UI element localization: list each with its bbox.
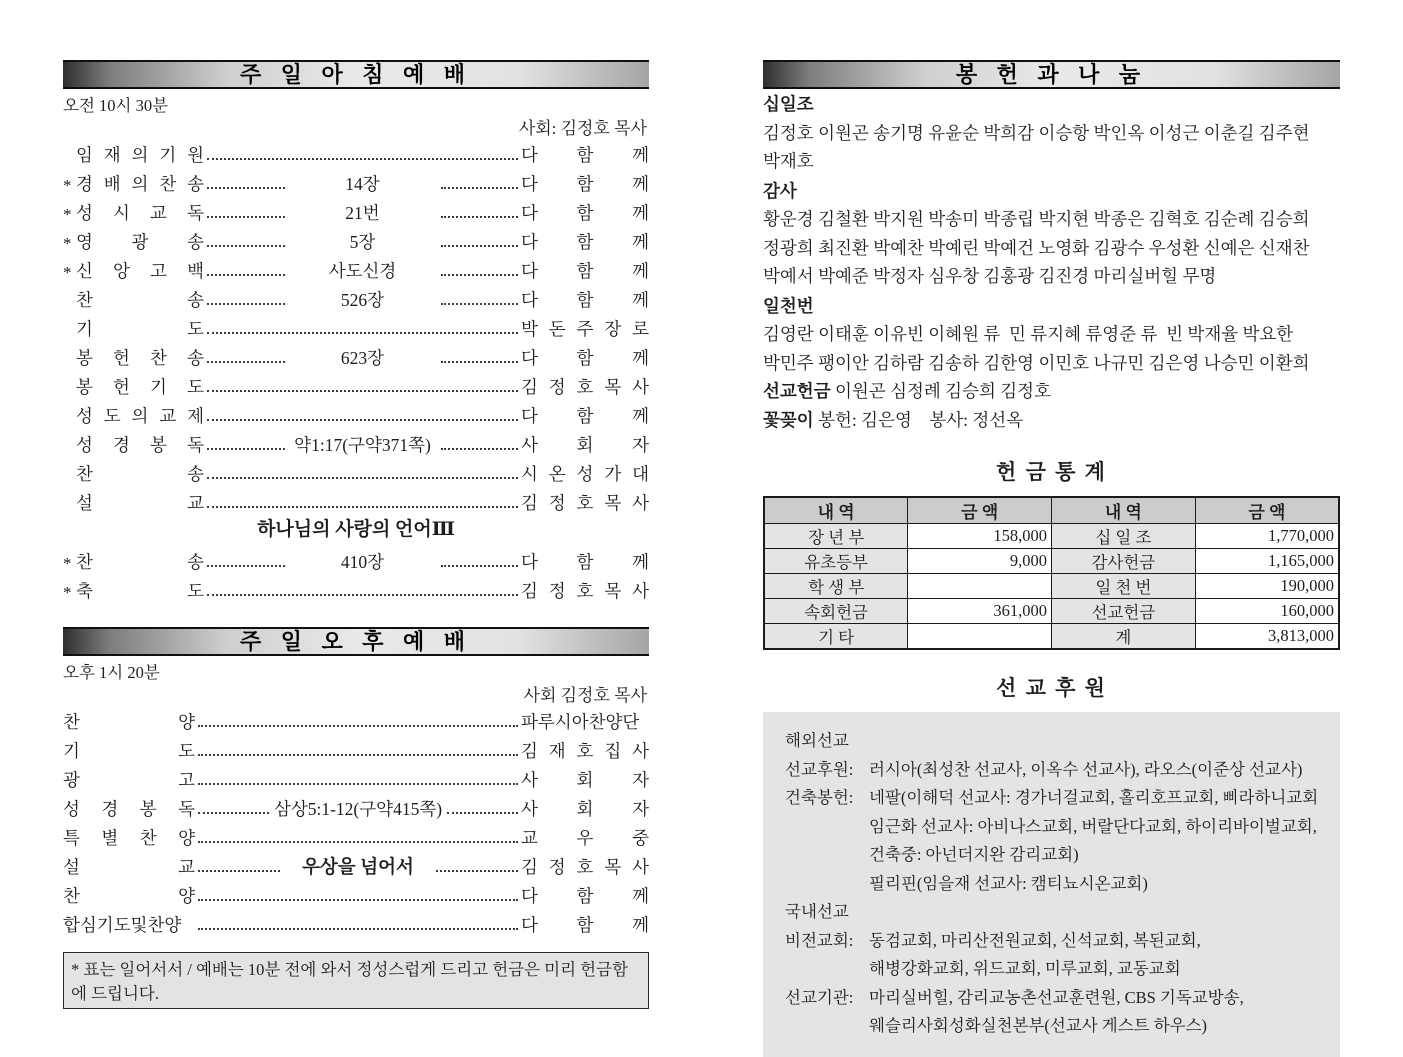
dotted-leader xyxy=(198,841,518,843)
names-line: 정광희 최진환 박예찬 박예린 박예건 노영화 김광수 우성환 신예은 신재찬 xyxy=(763,237,1310,258)
item-performer: 김 정 호 목 사 xyxy=(521,581,649,601)
service-item-row xyxy=(63,225,649,254)
mission-line-text: 웨슬리사회성화실천본부(선교사 게스트 하우스) xyxy=(869,1016,1208,1035)
stats-label-cell: 감사헌금 xyxy=(1052,549,1196,574)
service-item-row xyxy=(63,254,649,283)
thanks-block xyxy=(763,178,1340,291)
stats-header-cell: 내 역 xyxy=(764,497,908,524)
mission-line-label: 선교후원: xyxy=(785,759,854,779)
dotted-leader xyxy=(207,361,285,363)
service-item-row xyxy=(63,428,649,457)
dotted-leader xyxy=(198,899,518,901)
dotted-leader xyxy=(207,158,518,160)
standing-note: * 표는 일어서서 / 예배는 10분 전에 와서 정성스럽게 드리고 헌금은 미리 헌금함에 드립니다. xyxy=(63,952,649,1009)
item-performer: 다 함 께 xyxy=(521,552,649,572)
morning-moderator: 사회: 김정호 목사 xyxy=(518,119,647,138)
mission-line-label: 건축봉헌: xyxy=(785,788,854,807)
stats-amount-cell xyxy=(908,624,1052,650)
dotted-leader xyxy=(441,361,519,363)
item-performer: 김 정 호 목 사 xyxy=(521,493,649,513)
afternoon-service-items-after xyxy=(63,879,649,937)
mission-line-text: 임근화 선교사: 아비나스교회, 버랄단다교회, 하이리바이벌교회, xyxy=(869,816,1317,836)
stats-label-cell: 학 생 부 xyxy=(764,574,908,599)
offering-stats-table xyxy=(763,496,1340,650)
item-performer: 사 회 자 xyxy=(521,799,649,819)
item-value: 삼상5:1-12(구약415쪽) xyxy=(273,799,443,819)
mission-support-title: 선 교 후 원 xyxy=(996,676,1107,700)
stats-title: 헌 금 통 계 xyxy=(996,460,1107,484)
names-line: 황운경 김철환 박지원 박송미 박종립 박지현 박종은 김혁호 김순례 김승희 xyxy=(763,209,1310,229)
dotted-leader xyxy=(207,332,518,334)
item-name: 성 도 의 교 제 xyxy=(76,406,204,426)
mission-line-label xyxy=(785,1012,869,1041)
mission-offering-names: 이원곤 심정례 김승희 김정호 xyxy=(830,381,1051,401)
stats-amount-cell: 160,000 xyxy=(1195,599,1339,624)
service-item-row xyxy=(63,734,649,763)
stats-amount-cell xyxy=(908,574,1052,599)
dotted-leader xyxy=(441,448,519,450)
afternoon-service-time: 오후 1시 20분 xyxy=(63,663,160,682)
item-name: 신 앙 고 백 xyxy=(76,261,204,281)
dotted-leader xyxy=(441,187,519,189)
item-value: 5장 xyxy=(349,232,376,252)
mission-line xyxy=(773,784,1330,813)
service-item-row xyxy=(63,399,649,428)
item-name: 임 재 의 기 원 xyxy=(76,145,204,165)
dotted-leader xyxy=(198,812,269,814)
dotted-leader xyxy=(207,448,285,450)
item-performer: 파루시아찬양단 xyxy=(521,712,640,732)
standing-marker: * xyxy=(63,263,72,282)
service-item-row xyxy=(63,545,649,574)
service-item-row xyxy=(63,763,649,792)
mission-line-text: 러시아(최성찬 선교사, 이옥수 선교사), 라오스(이준상 선교사) xyxy=(869,759,1303,779)
mission-support-box xyxy=(763,712,1340,1057)
dotted-leader xyxy=(207,419,518,421)
afternoon-moderator: 사회 김정호 목사 xyxy=(523,686,647,705)
stats-label-cell: 장 년 부 xyxy=(764,524,908,549)
item-name: 특 별 찬 양 xyxy=(63,828,195,848)
item-performer: 김 정 호 목 사 xyxy=(521,857,649,877)
service-item-row xyxy=(63,370,649,399)
stats-label-cell: 선교헌금 xyxy=(1052,599,1196,624)
item-performer: 박 돈 주 장 로 xyxy=(521,319,649,339)
dotted-leader xyxy=(441,216,519,218)
stats-row xyxy=(764,549,1339,574)
dotted-leader xyxy=(207,565,285,567)
thanks-heading: 감사 xyxy=(763,180,797,201)
stats-label-cell: 기 타 xyxy=(764,624,908,650)
dotted-leader xyxy=(198,870,280,872)
mission-line xyxy=(773,841,1330,870)
mission-line-text: 필리핀(임을재 선교사: 캠티뇨시온교회) xyxy=(869,873,1148,893)
mission-line-text: 마리실버힐, 감리교농촌선교훈련원, CBS 기독교방송, xyxy=(869,987,1244,1007)
stats-row xyxy=(764,599,1339,624)
item-performer: 김 재 호 집 사 xyxy=(521,741,649,761)
stats-header-cell: 금 액 xyxy=(1195,497,1339,524)
offering-section xyxy=(763,60,1340,434)
mission-line-text: 국내선교 xyxy=(785,902,849,921)
service-item-row xyxy=(63,705,649,734)
item-name: 찬 송 xyxy=(76,464,204,484)
mission-line-text: 건축중: 아넌더지완 감리교회) xyxy=(869,845,1079,864)
stats-amount-cell: 190,000 xyxy=(1195,574,1339,599)
mission-line-text: 해병강화교회, 위드교회, 미루교회, 교동교회 xyxy=(869,959,1181,978)
item-name: 영 광 송 xyxy=(76,232,204,252)
thousand-block xyxy=(763,293,1340,378)
mission-line xyxy=(773,984,1330,1013)
names-line: 박예서 박예준 박정자 심우창 김홍광 김진경 마리실버힐 무명 xyxy=(763,266,1217,286)
item-value: 21번 xyxy=(345,203,380,223)
tithe-names xyxy=(763,119,1340,176)
item-performer: 다 함 께 xyxy=(521,406,649,426)
right-column xyxy=(763,60,1340,1035)
dotted-leader xyxy=(198,783,518,785)
flower-names: 봉헌: 김은영 봉사: 정선옥 xyxy=(813,409,1024,430)
item-name: 설 교 xyxy=(76,493,204,513)
item-name: 찬 양 xyxy=(63,886,195,906)
standing-marker: * xyxy=(63,234,72,253)
item-performer: 김 정 호 목 사 xyxy=(521,377,649,397)
item-performer: 다 함 께 xyxy=(521,145,649,165)
morning-service-items-after xyxy=(63,545,649,603)
service-item-row xyxy=(63,196,649,225)
offering-header-bar: 봉 헌 과 나 눔 xyxy=(763,60,1340,89)
service-item-row xyxy=(63,821,649,850)
mission-line-label xyxy=(785,841,869,870)
item-performer: 다 함 께 xyxy=(521,261,649,281)
stats-label-cell: 십 일 조 xyxy=(1052,524,1196,549)
service-item-row xyxy=(63,574,649,603)
dotted-leader xyxy=(447,812,518,814)
dotted-leader xyxy=(441,245,519,247)
mission-line xyxy=(773,927,1330,956)
item-name: 찬 송 xyxy=(76,290,204,310)
dotted-leader xyxy=(441,274,519,276)
item-name: 합심기도및찬양 xyxy=(63,915,182,935)
item-performer: 다 함 께 xyxy=(521,886,649,906)
service-item-row xyxy=(63,908,649,937)
service-item-row xyxy=(63,167,649,196)
item-performer: 다 함 께 xyxy=(521,348,649,368)
item-name: 찬 송 xyxy=(76,552,204,572)
mission-line xyxy=(773,955,1330,984)
mission-line-text: 동검교회, 마리산전원교회, 신석교회, 복된교회, xyxy=(869,930,1201,950)
stats-amount-cell: 1,770,000 xyxy=(1195,524,1339,549)
item-performer: 다 함 께 xyxy=(521,203,649,223)
afternoon-sermon-row xyxy=(63,850,649,879)
mission-line xyxy=(773,898,1330,927)
dotted-leader xyxy=(207,506,518,508)
dotted-leader xyxy=(207,245,285,247)
thousand-heading: 일천번 xyxy=(763,295,814,316)
item-performer: 다 함 께 xyxy=(521,174,649,194)
dotted-leader xyxy=(207,477,518,479)
service-item-row xyxy=(63,341,649,370)
mission-line xyxy=(773,813,1330,842)
morning-service-items xyxy=(63,138,649,515)
stats-amount-cell: 361,000 xyxy=(908,599,1052,624)
stats-label-cell: 속회헌금 xyxy=(764,599,908,624)
item-performer: 다 함 께 xyxy=(521,232,649,252)
dotted-leader xyxy=(207,216,285,218)
dotted-leader xyxy=(207,594,518,596)
item-performer: 교 우 중 xyxy=(521,828,649,848)
standing-marker: * xyxy=(63,205,72,224)
stats-row xyxy=(764,524,1339,549)
stats-amount-cell: 1,165,000 xyxy=(1195,549,1339,574)
left-column xyxy=(63,60,649,1003)
item-performer: 시 온 성 가 대 xyxy=(521,464,649,484)
item-value: 410장 xyxy=(340,552,385,572)
flower-line xyxy=(763,406,1340,435)
dotted-leader xyxy=(441,565,519,567)
morning-service-header-bar: 주 일 아 침 예 배 xyxy=(63,60,649,89)
mission-line-label xyxy=(785,955,869,984)
service-item-row xyxy=(63,486,649,515)
item-name: 봉 헌 기 도 xyxy=(76,377,204,397)
dotted-leader xyxy=(198,754,518,756)
stats-row xyxy=(764,574,1339,599)
dotted-leader xyxy=(198,928,518,930)
mission-line-label xyxy=(785,870,869,899)
item-name: 성 경 봉 독 xyxy=(63,799,195,819)
mission-line-text: 해외선교 xyxy=(785,731,849,750)
mission-line-label xyxy=(785,813,869,842)
item-name: 성 시 교 독 xyxy=(76,203,204,223)
item-name: 성 경 봉 독 xyxy=(76,435,204,455)
dotted-leader xyxy=(441,303,519,305)
afternoon-sermon-title: 우상을 넘어서 xyxy=(302,858,414,878)
service-item-row xyxy=(63,792,649,821)
item-name: 광 고 xyxy=(63,770,195,790)
stats-label-cell: 유초등부 xyxy=(764,549,908,574)
mission-line-text: 네팔(이해덕 선교사: 경가너걸교회, 홀리호프교회, 삐라하니교회 xyxy=(869,788,1319,807)
stats-amount-cell: 3,813,000 xyxy=(1195,624,1339,650)
afternoon-service-items xyxy=(63,705,649,850)
item-performer: 사 회 자 xyxy=(521,770,649,790)
afternoon-service-section xyxy=(63,627,649,1009)
dotted-leader xyxy=(207,274,285,276)
names-line: 박재호 xyxy=(763,151,814,171)
mission-line-label: 비전교회: xyxy=(785,930,854,950)
item-name: 기 도 xyxy=(63,741,195,761)
stats-amount-cell: 158,000 xyxy=(908,524,1052,549)
item-value: 623장 xyxy=(340,348,385,368)
item-value: 14장 xyxy=(345,174,380,194)
stats-header-row xyxy=(764,497,1339,524)
morning-sermon-title: 하나님의 사랑의 언어Ⅲ xyxy=(257,519,455,540)
mission-line xyxy=(773,756,1330,785)
standing-marker: * xyxy=(63,554,72,573)
standing-marker: * xyxy=(63,583,72,602)
morning-service-section xyxy=(63,60,649,603)
thanks-names xyxy=(763,205,1340,291)
mission-offering-label: 선교헌금 xyxy=(763,381,831,401)
service-item-row xyxy=(63,879,649,908)
standing-marker: * xyxy=(63,176,72,195)
service-item-row xyxy=(63,312,649,341)
names-line: 김정호 이원곤 송기명 유윤순 박희감 이승항 박인옥 이성근 이춘길 김주현 xyxy=(763,122,1310,143)
service-item-row xyxy=(63,138,649,167)
dotted-leader xyxy=(207,390,518,392)
item-performer: 다 함 께 xyxy=(521,290,649,310)
dotted-leader xyxy=(207,303,285,305)
item-name: 찬 양 xyxy=(63,712,195,732)
names-line: 김영란 이태훈 이유빈 이혜원 류 민 류지혜 류영준 류 빈 박재율 박요한 xyxy=(763,324,1294,344)
thousand-names xyxy=(763,320,1340,377)
stats-label-cell: 일 천 번 xyxy=(1052,574,1196,599)
dotted-leader xyxy=(198,725,518,727)
stats-label-cell: 계 xyxy=(1052,624,1196,650)
item-name: 봉 헌 찬 송 xyxy=(76,348,204,368)
mission-line xyxy=(773,1012,1330,1041)
names-line: 박민주 팽이안 김하람 김송하 김한영 이민호 나규민 김은영 나승민 이환희 xyxy=(763,352,1310,373)
afternoon-service-header-bar: 주 일 오 후 예 배 xyxy=(63,627,649,656)
service-item-row xyxy=(63,457,649,486)
tithe-block xyxy=(763,91,1340,176)
service-item-row xyxy=(63,283,649,312)
mission-offering-line xyxy=(763,377,1340,406)
stats-row xyxy=(764,624,1339,650)
item-name: 설 교 xyxy=(63,857,195,877)
flower-label: 꽃꽂이 xyxy=(763,409,814,430)
stats-header-cell: 내 역 xyxy=(1052,497,1196,524)
mission-line xyxy=(773,870,1330,899)
dotted-leader xyxy=(207,187,285,189)
item-performer: 사 회 자 xyxy=(521,435,649,455)
mission-line-label: 선교기관: xyxy=(785,987,854,1007)
item-name: 경 배 의 찬 송 xyxy=(76,174,204,194)
item-name: 기 도 xyxy=(76,319,204,339)
item-value: 526장 xyxy=(340,290,385,310)
dotted-leader xyxy=(436,870,518,872)
stats-header-cell: 금 액 xyxy=(908,497,1052,524)
tithe-heading: 십일조 xyxy=(763,94,814,114)
item-value: 사도신경 xyxy=(328,261,397,281)
mission-line xyxy=(773,727,1330,756)
stats-amount-cell: 9,000 xyxy=(908,549,1052,574)
item-name: 축 도 xyxy=(76,581,204,601)
item-value: 약1:17(구약371쪽) xyxy=(294,435,431,455)
morning-service-time: 오전 10시 30분 xyxy=(63,96,169,115)
item-performer: 다 함 께 xyxy=(521,915,649,935)
